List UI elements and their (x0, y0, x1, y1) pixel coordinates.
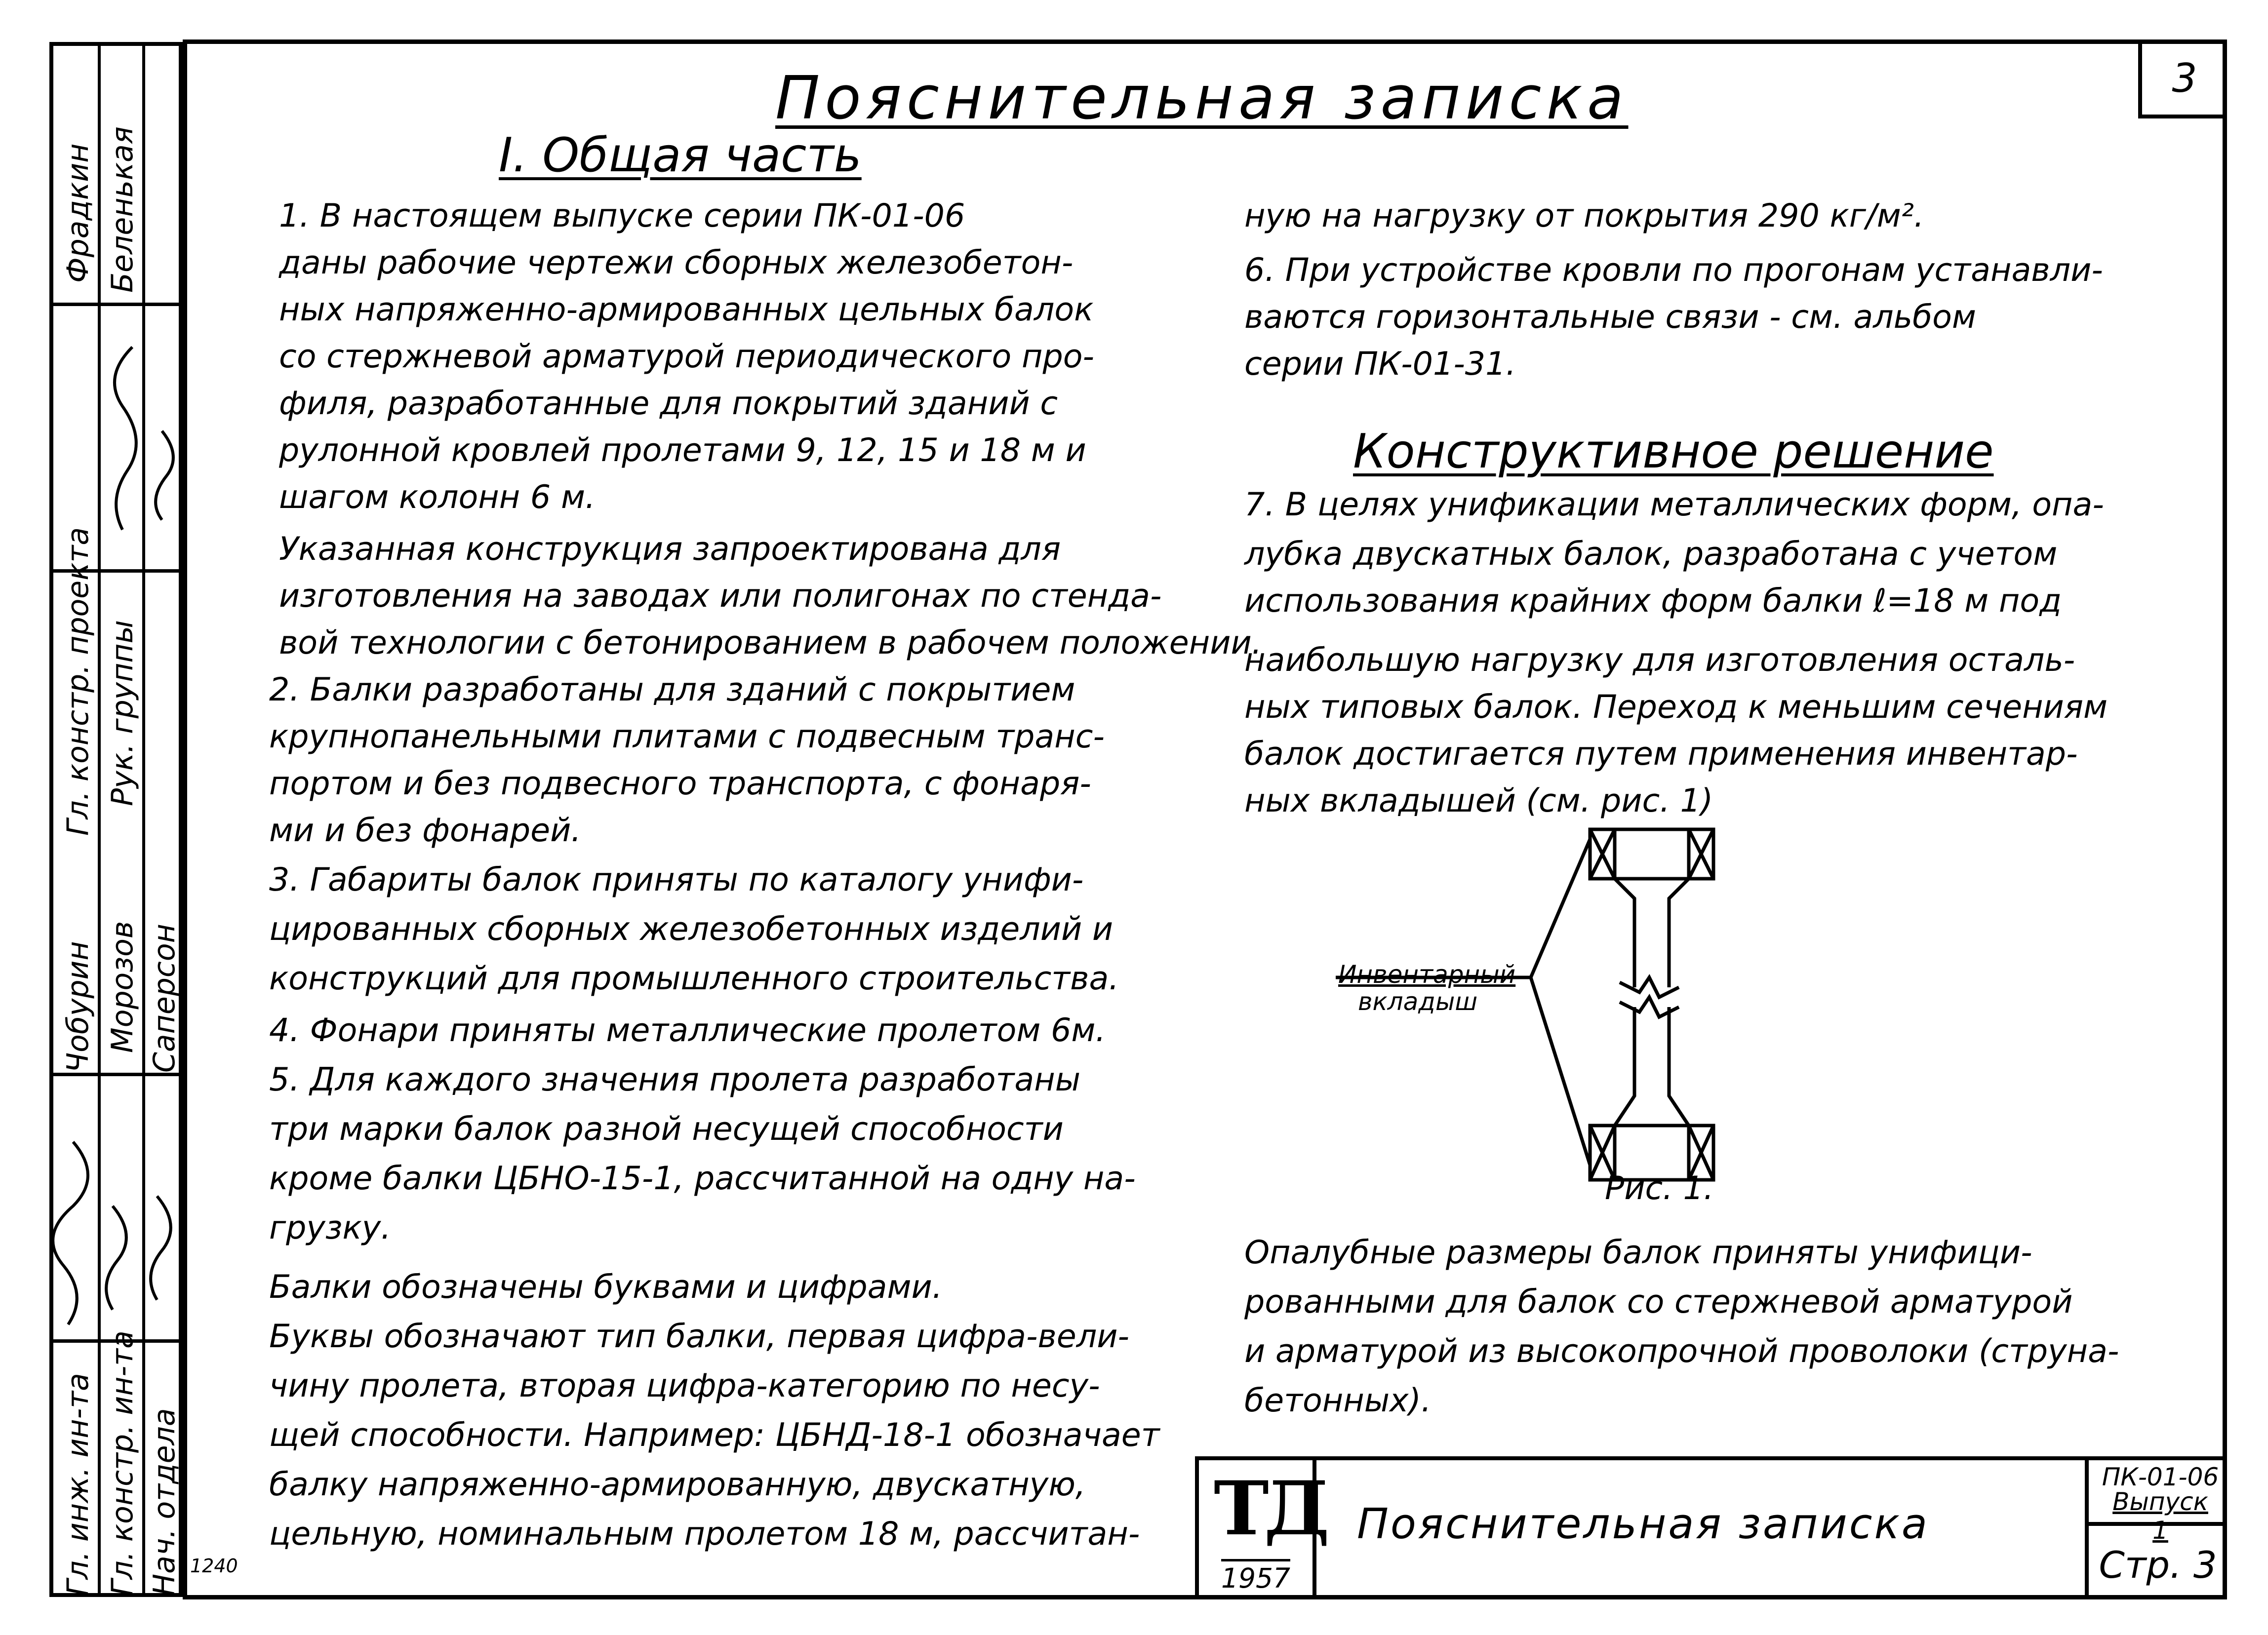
text-line: Балки обозначены буквами и цифрами. (269, 1269, 943, 1306)
text-line: использования крайних форм балки ℓ=18 м под (1244, 583, 2062, 620)
logo-mark: ТД (1214, 1465, 1325, 1552)
figure-label: Инвентарный (1338, 960, 1516, 989)
section-heading: Конструктивное решение (1353, 425, 1994, 479)
stamp-role: Нач. отдела (147, 1408, 182, 1596)
text-line: Опалубные размеры балок приняты унифици- (1244, 1234, 2032, 1271)
text-line: ваются горизонтальные связи - см. альбом (1244, 299, 1976, 336)
text-line: 5. Для каждого значения пролета разработаны (269, 1061, 1081, 1098)
sheet-number: Стр. 3 (2089, 1522, 2227, 1587)
text-line: и арматурой из высокопрочной проволоки (струна- (1244, 1333, 2119, 1370)
stamp-role: Рук. группы (105, 620, 140, 806)
text-line: ных вкладышей (см. рис. 1) (1244, 782, 1713, 819)
footer-code: 1240 (190, 1555, 238, 1577)
text-line: даны рабочие чертежи сборных железобетон- (279, 244, 1074, 281)
text-line: цельную, номинальным пролетом 18 м, рассчитан- (269, 1516, 1140, 1553)
text-line: 3. Габариты балок приняты по каталогу унифи- (269, 861, 1084, 898)
stamp-name: Морозов (105, 921, 140, 1053)
text-line: серии ПК-01-31. (1244, 346, 1516, 383)
stamp-name: Саперсон (147, 924, 182, 1073)
text-line: 6. При устройстве кровли по прогонам устанавли- (1244, 252, 2103, 289)
text-line: изготовления на заводах или полигонах по стенда- (279, 578, 1162, 615)
stamp-role: Гл. инж. ин-та (61, 1373, 95, 1596)
text-line: ных типовых балок. Переход к меньшим сечениям (1244, 689, 2108, 726)
signatures (53, 46, 187, 1601)
text-line: ных напряженно-армированных цельных балок (279, 291, 1094, 328)
figure-label: вкладыш (1358, 987, 1478, 1016)
publisher-logo (1199, 1460, 1325, 1599)
text-line: грузку. (269, 1209, 391, 1246)
text-line: со стержневой арматурой периодического про- (279, 338, 1094, 375)
stamp-name: Беленькая (105, 126, 140, 293)
section-heading: I. Общая часть (499, 128, 862, 183)
text-line: бетонных). (1244, 1382, 1432, 1419)
text-line: цированных сборных железобетонных изделий и (269, 911, 1114, 948)
approval-stamp (49, 42, 183, 1597)
text-line: ную на нагрузку от покрытия 290 кг/м². (1244, 197, 1924, 234)
text-line: 1. В настоящем выпуске серии ПК-01-06 (279, 197, 965, 234)
text-line: лубка двускатных балок, разработана с учетом (1244, 536, 2058, 573)
logo-year: 1957 (1221, 1559, 1290, 1594)
text-line: 7. В целях унификации металлических форм, опа- (1244, 486, 2104, 523)
stamp-name: Чобурин (61, 941, 95, 1073)
text-line: 4. Фонари приняты металлические пролетом 6м. (269, 1012, 1106, 1049)
text-line: портом и без подвесного транспорта, с фонаря- (269, 765, 1091, 802)
text-line: вой технологии с бетонированием в рабочем положении. (279, 624, 1262, 662)
issue-number: Выпуск 1 (2112, 1487, 2208, 1545)
text-line: три марки балок разной несущей способности (269, 1111, 1064, 1148)
top-flange (1590, 829, 1713, 879)
text-line: кроме балки ЦБНО-15-1, рассчитанной на одну на- (269, 1160, 1136, 1197)
text-line: ми и без фонарей. (269, 812, 581, 849)
text-line: наибольшую нагрузку для изготовления осталь- (1244, 642, 2075, 679)
text-line: Буквы обозначают тип балки, первая цифра-вели- (269, 1318, 1129, 1355)
stamp-role: Гл. констр. ин-та (105, 1330, 140, 1596)
text-line: рулонной кровлей пролетами 9, 12, 15 и 18 м и (279, 432, 1086, 469)
text-line: крупнопанельными плитами с подвесным транс- (269, 718, 1105, 755)
series-code: ПК-01-06 (2102, 1463, 2219, 1491)
page-number: 3 (2138, 42, 2227, 118)
text-line: балку напряженно-армированную, двускатную, (269, 1466, 1086, 1503)
text-line: чину пролета, вторая цифра-категорию по несу- (269, 1367, 1100, 1404)
stamp-name: Фрадкин (61, 143, 95, 283)
text-line: шагом колонн 6 м. (279, 479, 596, 516)
text-line: балок достигается путем применения инвентар- (1244, 736, 2078, 773)
text-line: щей способности. Например: ЦБНД-18-1 обозначает (269, 1417, 1160, 1454)
text-line: 2. Балки разработаны для зданий с покрытием (269, 671, 1075, 708)
document-name: Пояснительная записка (1357, 1500, 1929, 1549)
series-box (2085, 1460, 2227, 1599)
text-line: филя, разработанные для покрытий зданий с (279, 385, 1058, 422)
text-line: Указанная конструкция запроектирована для (279, 531, 1061, 568)
text-line: конструкций для промышленного строительства. (269, 960, 1119, 997)
text-line: рованными для балок со стержневой арматурой (1244, 1284, 2073, 1321)
page-title: Пояснительная записка (775, 64, 1629, 133)
stamp-role: Гл. констр. проекта (61, 527, 95, 836)
figure-caption: Рис. 1. (1605, 1170, 1714, 1207)
title-block (1195, 1456, 2227, 1599)
